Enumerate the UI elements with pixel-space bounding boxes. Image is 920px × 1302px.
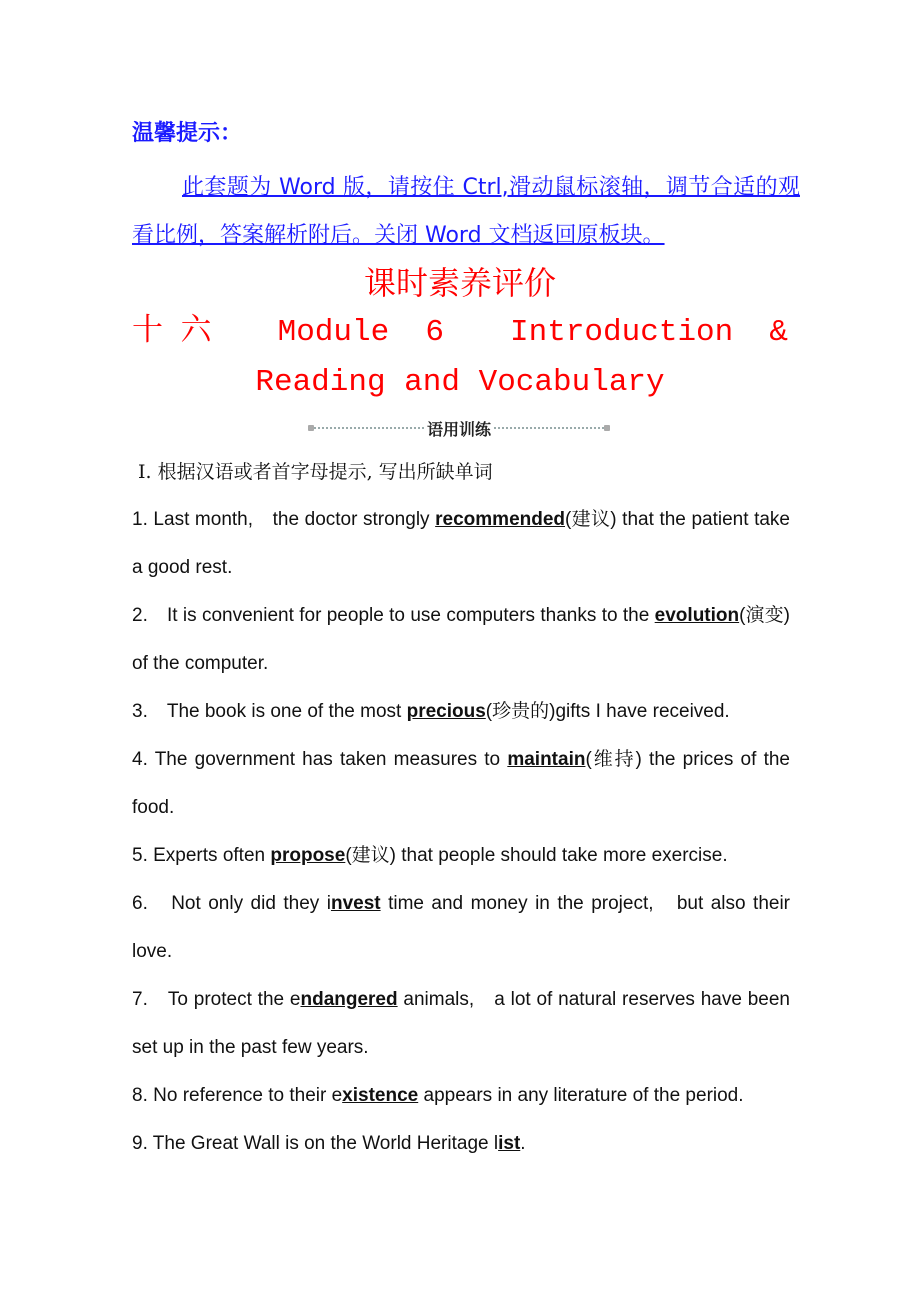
item-text: 5. Experts often <box>132 845 271 866</box>
exercise-content <box>132 448 790 1168</box>
item-text: (维持) the prices of the food. <box>132 749 790 818</box>
item-text: 2. It is convenient for people to use computers thanks to the <box>132 605 655 626</box>
answer-word: xistence <box>342 1085 419 1106</box>
item-text: (建议) that people should take more exercise. <box>345 845 728 866</box>
exercise-item <box>132 592 790 688</box>
section-divider <box>308 417 610 439</box>
exercise-item <box>132 496 790 592</box>
item-text: appears in any literature of the period. <box>418 1085 744 1106</box>
item-text: 3. The book is one of the most <box>132 701 407 722</box>
exercise-list <box>132 496 790 1168</box>
answer-word: ndangered <box>300 989 398 1010</box>
answer-word: precious <box>406 701 486 722</box>
tip-title: 温馨提示： <box>132 121 243 146</box>
exercise-item <box>132 688 790 736</box>
section-heading: Ⅰ. 根据汉语或者首字母提示, 写出所缺单词 <box>138 461 493 483</box>
item-text: . <box>520 1133 526 1154</box>
item-text: 9. The Great Wall is on the World Heritage l <box>132 1133 499 1154</box>
item-text: 8. No reference to their e <box>132 1085 343 1106</box>
exercise-item <box>132 880 790 976</box>
item-text: animals, a lot of natural reserves have been set up in the past few years. <box>132 989 790 1058</box>
item-text: 6. Not only did they i <box>132 893 331 914</box>
item-text: time and money in the project, but also their love. <box>132 893 791 962</box>
item-text: (演变) of the computer. <box>132 605 790 674</box>
exercise-item <box>132 1120 790 1168</box>
answer-word: evolution <box>654 605 740 626</box>
item-text: (珍贵的)gifts I have received. <box>485 701 730 722</box>
tip-link[interactable]: 此套题为 Word 版，请按住 Ctrl,滑动鼠标滚轴，调节合适的观看比例，答案解析附后。关闭 Word 文档返回原板块。 <box>132 175 800 248</box>
exercise-item <box>132 1072 790 1120</box>
item-text: 1. Last month, the doctor strongly <box>132 509 436 530</box>
exercise-item <box>132 736 790 832</box>
answer-word: nvest <box>330 893 381 914</box>
page-title: 课时素养评价 <box>363 264 556 302</box>
answer-word: ist <box>498 1133 521 1154</box>
answer-word: propose <box>270 845 346 866</box>
divider-line <box>494 427 604 429</box>
exercise-item <box>132 976 790 1072</box>
divider-line <box>314 427 424 429</box>
page-subtitle: 十六 Module 6 Introduction & Reading and Vocabulary <box>132 315 788 400</box>
item-text: 4. The government has taken measures to <box>132 749 508 770</box>
exercise-item <box>132 832 790 880</box>
item-text: (建议) that the patient take a good rest. <box>132 509 790 578</box>
item-text: 7. To protect the e <box>132 989 301 1010</box>
answer-word: recommended <box>435 509 566 530</box>
answer-word: maintain <box>507 749 586 770</box>
divider-dot <box>604 425 610 431</box>
divider-label: 语用训练 <box>427 419 492 439</box>
